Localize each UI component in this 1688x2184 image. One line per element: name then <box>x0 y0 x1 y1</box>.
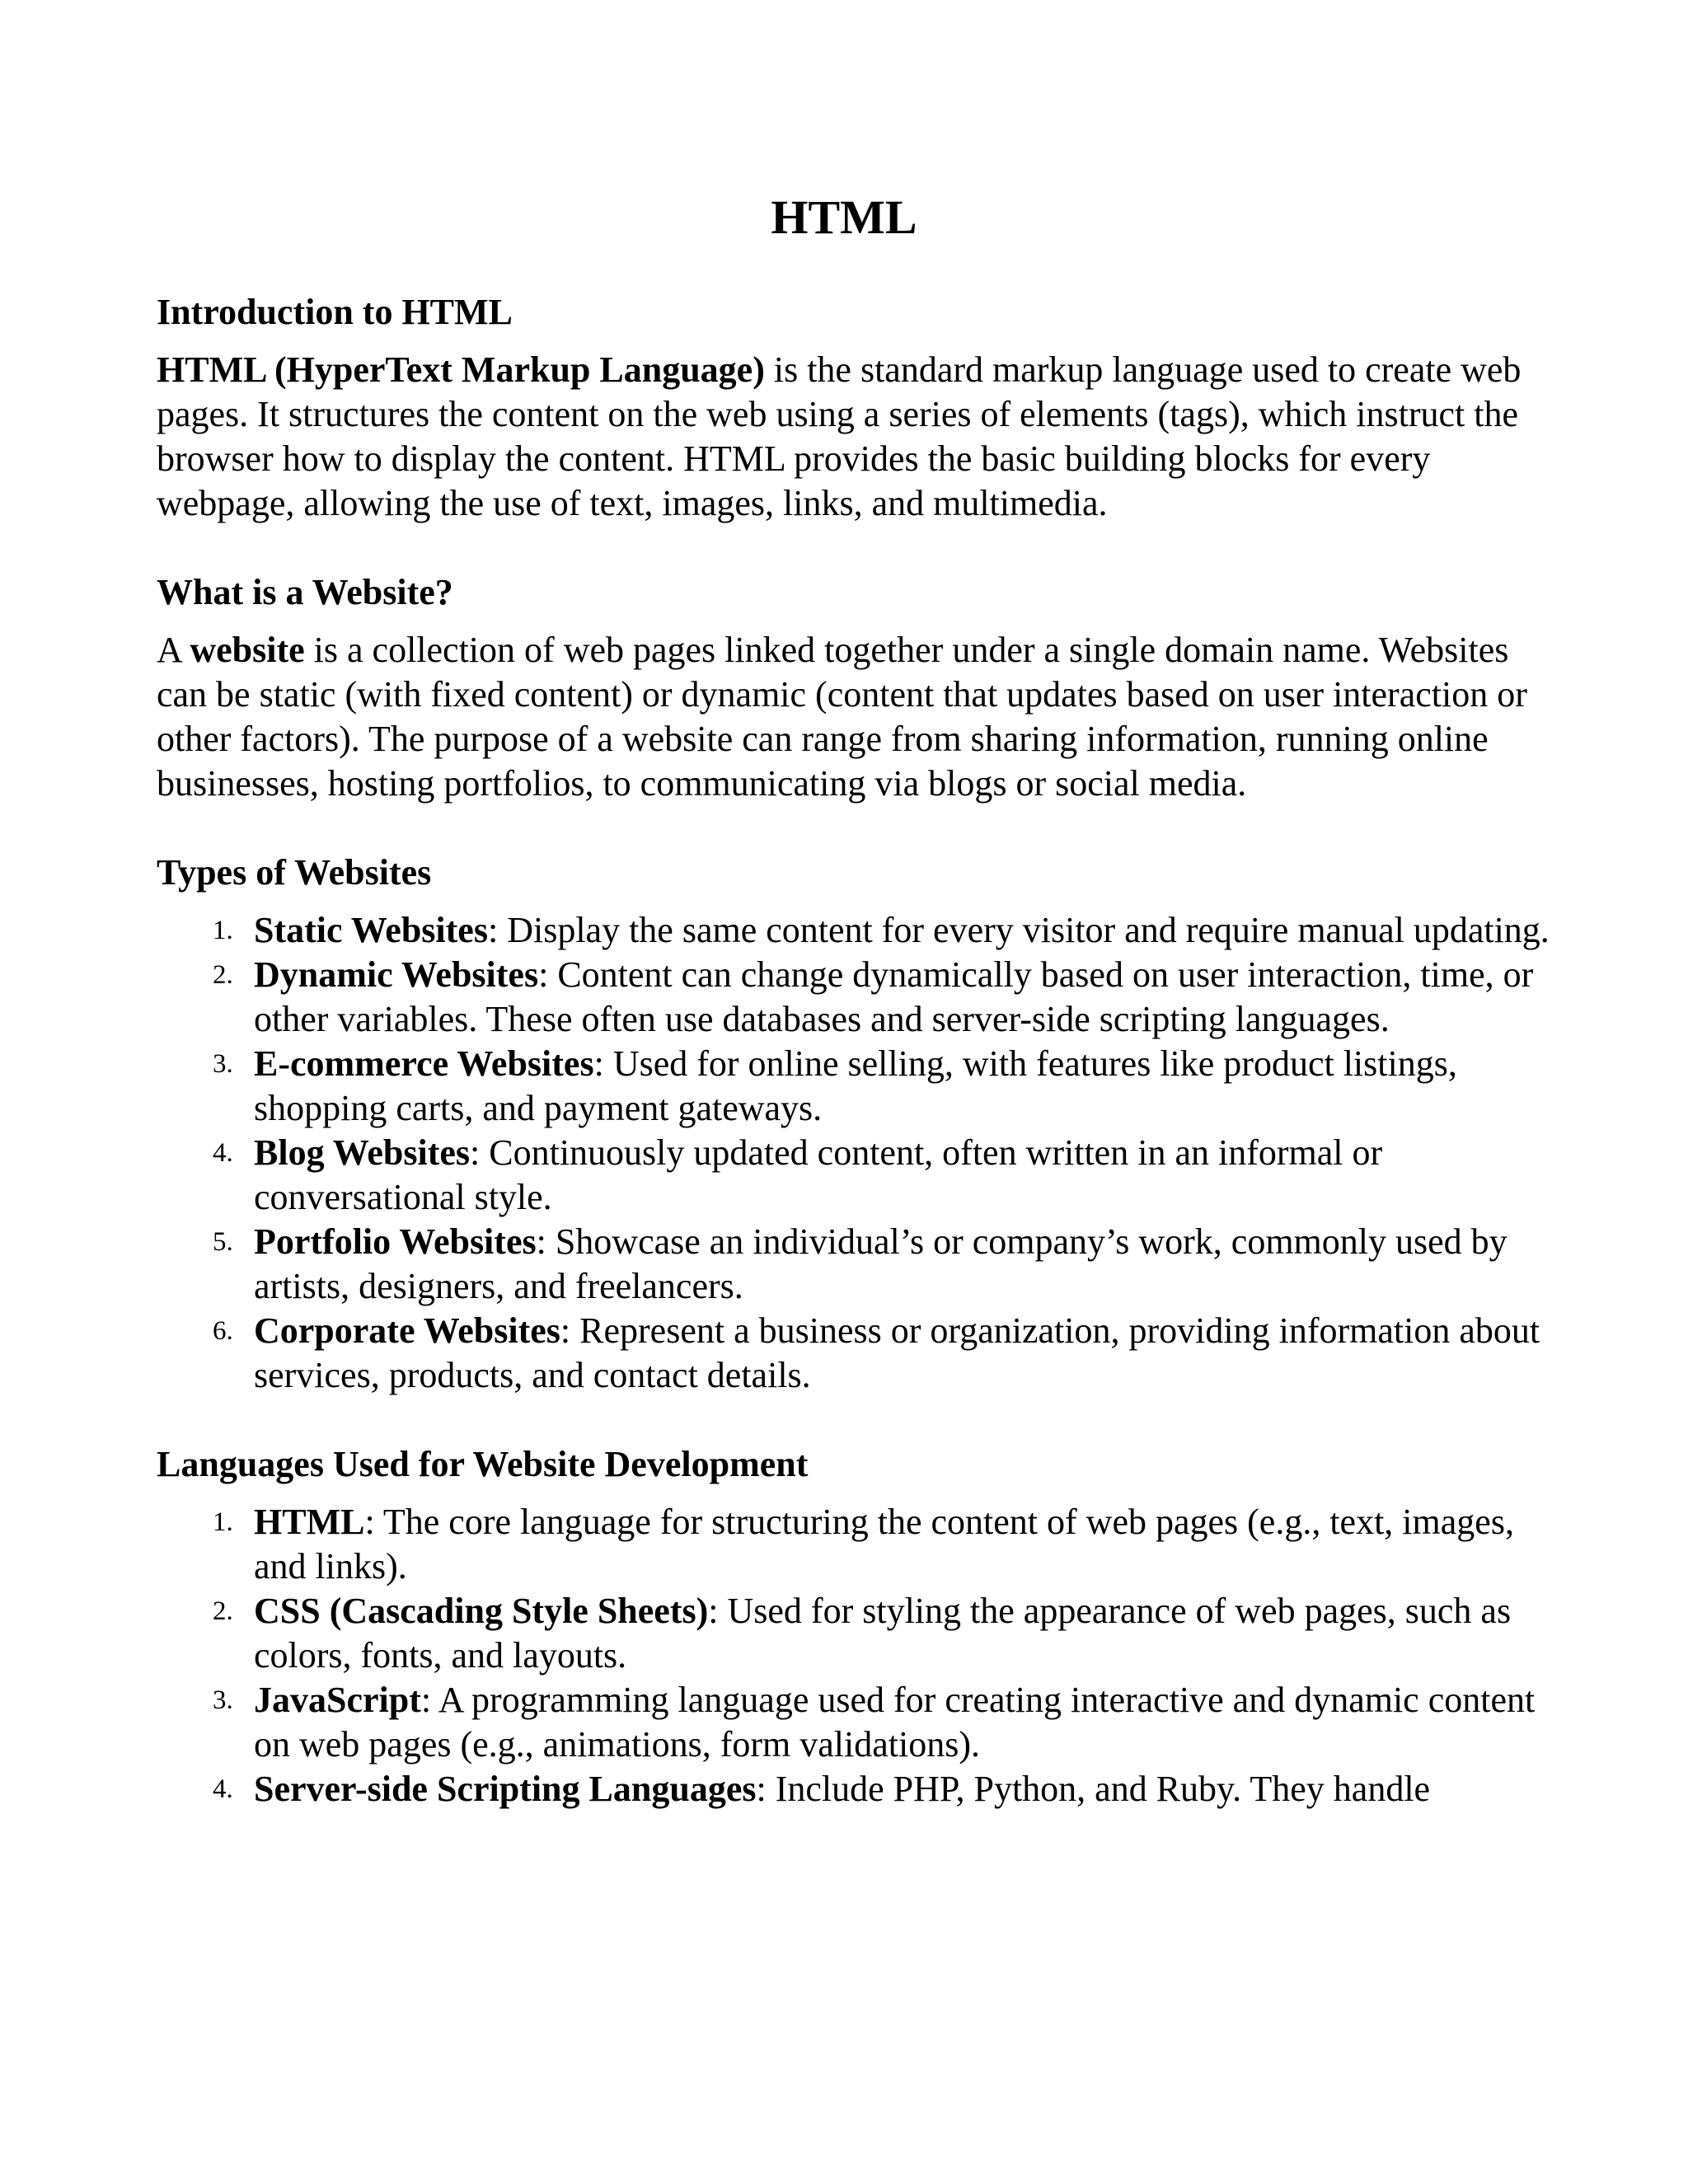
list-item <box>157 1220 1558 1309</box>
intro-bold-term: HTML (HyperText Markup Language) <box>157 349 765 390</box>
list-item <box>157 908 1558 953</box>
list-item <box>157 953 1558 1042</box>
list-number: 4. <box>213 1138 233 1168</box>
intro-text: is the standard markup language used to create web pages. It structures the content on the web using a series of elements (tags), which instruct the browser how to display the content. HTML provides the basic building blocks for every webpage, allowing the use of text, images, links, and multimedia. <box>157 349 1522 523</box>
list-item <box>157 1500 1558 1589</box>
list-item-desc: : Display the same content for every visitor and require manual updating. <box>487 910 1550 950</box>
document-title: HTML <box>771 190 917 244</box>
list-item-term: Dynamic Websites <box>254 954 539 995</box>
section-heading-types-of-websites: Types of Websites <box>157 852 432 893</box>
list-item-desc: : Continuously updated content, often written in an informal or conversational style. <box>254 1132 1383 1217</box>
list-number: 6. <box>213 1316 233 1346</box>
website-paragraph <box>157 628 1558 806</box>
list-item-term: HTML <box>254 1502 365 1542</box>
list-number: 1. <box>213 916 233 945</box>
list-item-term: Portfolio Websites <box>254 1221 537 1262</box>
list-item <box>157 1589 1558 1678</box>
languages-list <box>157 1500 1558 1811</box>
website-text: is a collection of web pages linked together under a single domain name. Websites can be static (with fixed content) or dynamic (content that updates based on user interaction or other factors). The purpose of a website can range from sharing information, running online businesses, hosting portfolios, to communicating via blogs or social media. <box>157 630 1527 804</box>
list-number: 2. <box>213 1596 233 1626</box>
list-number: 2. <box>213 960 233 990</box>
list-item <box>157 1309 1558 1398</box>
list-number: 3. <box>213 1685 233 1715</box>
list-item <box>157 1767 1558 1811</box>
list-number: 1. <box>213 1507 233 1537</box>
section-heading-introduction: Introduction to HTML <box>157 292 513 332</box>
list-number: 5. <box>213 1227 233 1257</box>
list-item <box>157 1131 1558 1220</box>
list-item-desc: : A programming language used for creating interactive and dynamic content on web pages (e.g., animations, form validations). <box>254 1680 1536 1765</box>
intro-paragraph <box>157 348 1558 526</box>
types-list <box>157 908 1558 1398</box>
list-item-desc: : Include PHP, Python, and Ruby. They handle <box>756 1769 1431 1809</box>
list-item-desc: : Used for online selling, with features like product listings, shopping carts, and payment gateways. <box>254 1043 1457 1128</box>
list-item-desc: : Showcase an individual’s or company’s work, commonly used by artists, designers, and freelancers. <box>254 1221 1507 1306</box>
document-body <box>157 290 1558 1856</box>
list-item-desc: : Represent a business or organization, providing information about services, products, and contact details. <box>254 1310 1540 1395</box>
list-item-term: E-commerce Websites <box>254 1043 594 1084</box>
list-number: 4. <box>213 1774 233 1804</box>
website-prefix: A <box>157 630 190 670</box>
website-bold-term: website <box>190 630 305 670</box>
list-item-term: Static Websites <box>254 910 488 950</box>
list-item <box>157 1042 1558 1131</box>
list-item-term: JavaScript <box>254 1680 421 1720</box>
list-item-term: Corporate Websites <box>254 1310 560 1351</box>
list-item-term: Server-side Scripting Languages <box>254 1769 757 1809</box>
list-item-desc: : Content can change dynamically based on user interaction, time, or other variables. These often use databases and server-side scripting languages. <box>254 954 1534 1039</box>
list-item-term: CSS (Cascading Style Sheets) <box>254 1591 709 1631</box>
section-heading-languages: Languages Used for Website Development <box>157 1444 809 1484</box>
list-item-term: Blog Websites <box>254 1132 471 1173</box>
list-number: 3. <box>213 1049 233 1079</box>
list-item-desc: : Used for styling the appearance of web pages, such as colors, fonts, and layouts. <box>254 1591 1512 1675</box>
list-item <box>157 1678 1558 1767</box>
section-heading-what-is-website: What is a Website? <box>157 572 453 612</box>
list-item-desc: : The core language for structuring the content of web pages (e.g., text, images, and links). <box>254 1502 1514 1586</box>
